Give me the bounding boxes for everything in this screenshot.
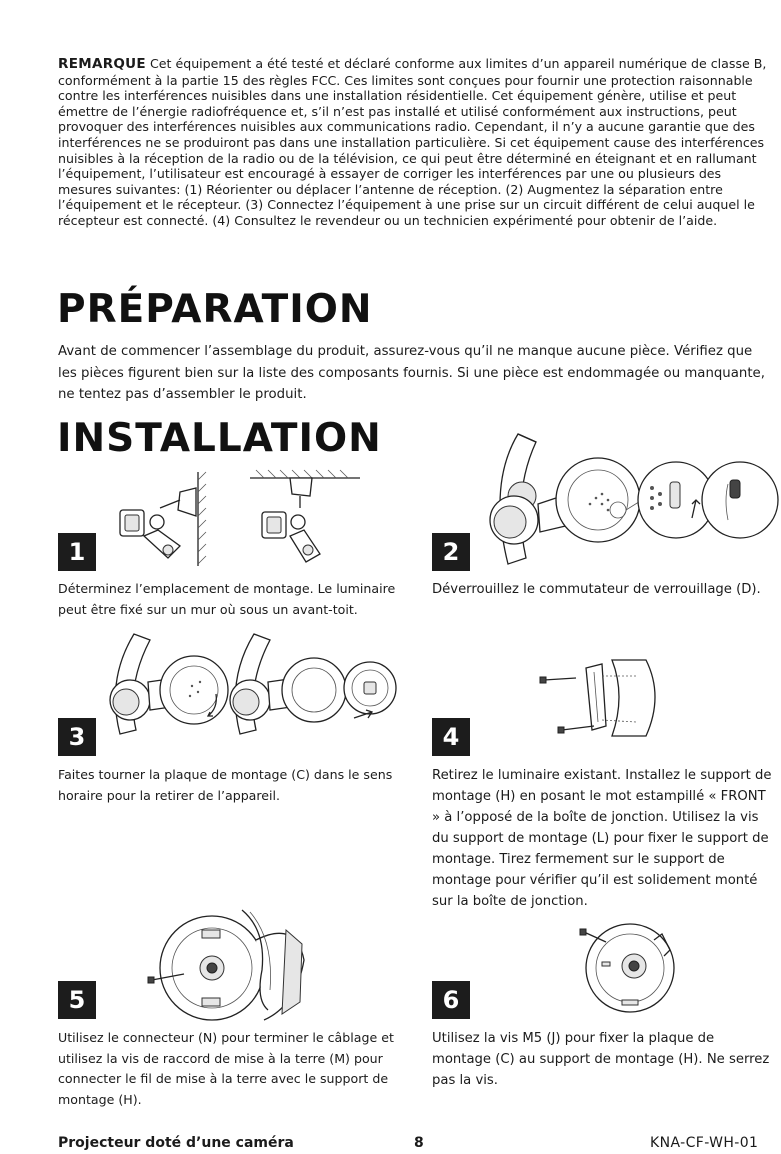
- preparation-heading: PRÉPARATION: [57, 287, 373, 332]
- step-2-illustration: [478, 424, 778, 574]
- step-3-badge: 3: [58, 718, 96, 756]
- step-4-illustration: [536, 656, 666, 740]
- step-4-badge: 4: [432, 718, 470, 756]
- step-3-illustration: [100, 630, 400, 740]
- step-1-text: Déterminez l’emplacement de montage. Le luminaire peut être fixé sur un mur où sous un avant-toit.: [58, 581, 396, 617]
- footer-title: Projecteur doté d’une caméra: [58, 1135, 294, 1151]
- note-lead: REMARQUE: [58, 56, 146, 72]
- step-4-text: Retirez le luminaire existant. Installez le support de montage (H) en posant le mot estampillé « FRONT » à l’opposé de la boîte de jonction. Utilisez la vis du support de montage (L) pour fixer le support de montage. Tirez fermement sur le support de montage pour vérifier qu’il est solidement monté sur la boîte de jonction.: [432, 768, 772, 909]
- step-1-badge: 1: [58, 533, 96, 571]
- page-number: 8: [414, 1135, 424, 1151]
- fcc-note: [58, 56, 770, 229]
- step-6-badge: 6: [432, 981, 470, 1019]
- step-2-badge: 2: [432, 533, 470, 571]
- step-5-text: Utilisez le connecteur (N) pour terminer le câblage et utilisez la vis de raccord de mise à la terre (M) pour connecter le fil de mise à la terre avec le support de montage (H).: [58, 1030, 394, 1107]
- preparation-text: Avant de commencer l’assemblage du produit, assurez-vous qu’il ne manque aucune pièce. Vérifiez que les pièces figurent bien sur la liste des composants fournis. Si une pièce est endommagée ou manquante, ne tentez pas d’assembler le produit.: [58, 344, 765, 402]
- step-2-text: Déverrouillez le commutateur de verrouillage (D).: [432, 582, 761, 597]
- step-1-illustration: [110, 466, 370, 576]
- step-5-badge: 5: [58, 981, 96, 1019]
- step-6-text: Utilisez la vis M5 (J) pour fixer la plaque de montage (C) au support de montage (H). Ne serrez pas la vis.: [432, 1031, 770, 1088]
- installation-heading: INSTALLATION: [57, 416, 382, 461]
- step-5-illustration: [146, 910, 326, 1030]
- step-3-text: Faites tourner la plaque de montage (C) dans le sens horaire pour la retirer de l’appareil.: [58, 767, 393, 803]
- model-number: KNA-CF-WH-01: [650, 1135, 759, 1151]
- step-6-illustration: [578, 920, 698, 1020]
- note-body: Cet équipement a été testé et déclaré conforme aux limites d’un appareil numérique de classe B, conformément à la partie 15 des règles FCC. Ces limites sont conçues pour fournir une protection raisonnable contre les interférences nuisibles dans une installation résidentielle. Cet équipement génère, utilise et peut émettre de l’énergie radiofréquence et, s’il n’est pas installé et utilisé conformément aux instructions, peut provoquer des interférences nuisibles aux communications radio. Cependant, il n’y a aucune garantie que des interférences ne se produiront pas dans une installation particulière. Si cet équipement cause des interférences nuisibles à la réception de la radio ou de la télévision, ce qui peut être déterminé en éteignant et en rallumant l’équipement, l’utilisateur est encouragé à essayer de corriger les interférences par une ou plusieurs des mesures suivantes: (1) Réorienter ou déplacer l’antenne de réception. (2) Augmentez la séparation entre l’équipement et le récepteur. (3) Connectez l’équipement à une prise sur un circuit différent de celui auquel le récepteur est connecté. (4) Consultez le revendeur ou un technicien expérimenté pour obtenir de l’aide.: [58, 56, 767, 228]
